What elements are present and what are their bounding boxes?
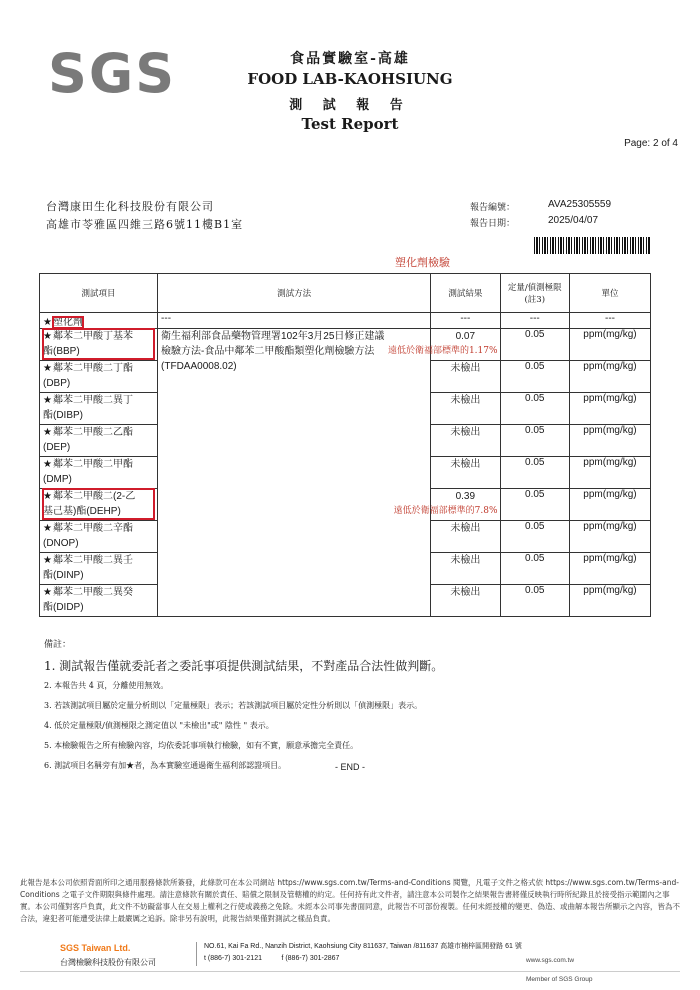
item-cell	[40, 489, 158, 521]
page-number: Page: 2 of 4	[624, 138, 678, 149]
limit-cell: 0.05	[500, 489, 569, 521]
unit-cell: ---	[569, 313, 650, 329]
star-icon: ★	[43, 363, 52, 374]
report-number-value: AVA25305559	[548, 199, 612, 210]
footer-divider	[196, 942, 197, 966]
footer-address	[204, 941, 522, 962]
item-name	[43, 361, 154, 391]
item-name	[43, 329, 154, 359]
result-cell	[431, 553, 500, 585]
limit-cell: 0.05	[500, 393, 569, 425]
method-line: (TFDAA0008.02)	[161, 361, 237, 372]
star-icon: ★	[43, 555, 52, 566]
item-cell	[40, 393, 158, 425]
item-name-line1: 鄰苯二甲酸二甲酯	[53, 459, 133, 470]
result-note: 遠低於衛福部標準的7.8%	[393, 506, 498, 516]
limit-cell: 0.05	[500, 361, 569, 393]
item-name-line1: 鄰苯二甲酸二異癸	[53, 587, 133, 598]
item-name	[43, 585, 154, 615]
unit-cell: ppm(mg/kg)	[569, 329, 650, 361]
method-line: 衛生福利部食品藥物管理署102年3月25日修正建議	[161, 331, 385, 342]
result-value: 未檢出	[450, 587, 481, 598]
star-icon: ★	[43, 427, 52, 438]
footer-company-zh: 台灣檢驗科技股份有限公司	[60, 958, 156, 967]
report-date-label: 報告日期：	[470, 219, 516, 229]
footer-company-en: SGS Taiwan Ltd.	[60, 943, 131, 953]
note-item: 3. 若該測試項目屬於定量分析則以「定量極限」表示；若該測試項目屬於定性分析則以「偵測極限」表示。	[44, 701, 423, 710]
item-cell	[40, 457, 158, 489]
item-name	[43, 393, 154, 423]
method-line: 檢驗方法-食品中鄰苯二甲酸酯類塑化劑檢驗方法	[161, 346, 375, 357]
unit-cell: ppm(mg/kg)	[569, 489, 650, 521]
result-value: 0.39	[455, 491, 476, 502]
results-table	[39, 273, 651, 617]
method-cell: ---	[158, 313, 431, 329]
note-item: 6. 測試項目名稱旁有加★者，為本實驗室通過衛生福利部認證項目。	[44, 761, 287, 770]
item-name-line2: (DNOP)	[43, 538, 79, 549]
unit-cell: ppm(mg/kg)	[569, 553, 650, 585]
table-row	[40, 313, 651, 329]
method-cell	[158, 329, 431, 617]
limit-cell: 0.05	[500, 457, 569, 489]
item-cell	[40, 553, 158, 585]
client-address: 高雄市苓雅區四維三路6號11樓B1室	[46, 218, 244, 231]
client-name: 台灣康田生化科技股份有限公司	[46, 200, 214, 213]
disclaimer-text: 此報告是本公司依照背面所印之通用服務條款所簽發，此條款可在本公司網站 https://www.sgs.com.tw/Terms-and-Conditions 閱覽，凡電子文件之格式依 https://www.sgs.com.tw/Terms-and-Conditions 之電子文件期限與條件處理。請注意條款有關於責任、賠償之限制及管轄權的約定。任何持有此文件者，請注意本公司製作之結果報告書將僅反映執行時所紀錄且於接受指示範圍內之事實。本公司僅對客戶負責，此文件不妨礙當事人在交易上權利之行使或義務之免除。未經本公司事先書面同意，此報告不可部份複製。任何未經授權的變更、偽造、或曲解本報告所顯示之內容，皆為不合法，違犯者可能遭受法律上最嚴厲之追訴。除非另有說明，此報告結果僅對測試之樣品負責。	[20, 878, 680, 923]
table-header-row	[40, 274, 651, 313]
result-value: 未檢出	[450, 427, 481, 438]
limit-cell: 0.05	[500, 521, 569, 553]
result-value: 未檢出	[450, 459, 481, 470]
result-value: 未檢出	[450, 523, 481, 534]
item-name-line1: 鄰苯二甲酸二(2-乙	[53, 491, 136, 502]
footer-member: Member of SGS Group	[526, 976, 593, 983]
notes-heading: 備註：	[44, 640, 72, 650]
item-cell	[40, 361, 158, 393]
item-name	[43, 457, 154, 487]
item-cell	[40, 329, 158, 361]
header-unit: 單位	[569, 274, 650, 313]
report-number-label: 報告編號：	[470, 203, 516, 213]
item-name	[43, 521, 154, 551]
item-name-line2: (DMP)	[43, 474, 72, 485]
unit-cell: ppm(mg/kg)	[569, 393, 650, 425]
report-title-en: Test Report	[301, 115, 399, 133]
header-limit: 定量/偵測極限(註3)	[500, 274, 569, 313]
star-icon: ★	[43, 395, 52, 406]
footer-rule	[20, 971, 680, 972]
footer-website: www.sgs.com.tw	[526, 957, 575, 964]
report-date-value: 2025/04/07	[548, 215, 599, 226]
item-name-line2: (DEP)	[43, 442, 71, 453]
notes-section	[44, 637, 443, 776]
limit-cell: 0.05	[500, 585, 569, 617]
star-icon: ★	[43, 331, 52, 342]
unit-cell: ppm(mg/kg)	[569, 361, 650, 393]
item-cell	[40, 521, 158, 553]
end-marker: - END -	[335, 762, 365, 772]
result-value: 未檢出	[450, 395, 481, 406]
unit-cell: ppm(mg/kg)	[569, 521, 650, 553]
unit-cell: ppm(mg/kg)	[569, 425, 650, 457]
lab-name-en: FOOD LAB-KAOHSIUNG	[247, 70, 453, 88]
item-name-line1: 鄰苯二甲酸二辛酯	[53, 523, 133, 534]
section-title: 塑化劑檢驗	[395, 256, 450, 269]
note-item: 2. 本報告共 4 頁，分離使用無效。	[44, 681, 169, 690]
item-name-line2: 酯(DIBP)	[43, 410, 83, 421]
item-name-line2: 酯(DIDP)	[43, 602, 84, 613]
report-title-zh: 測 試 報 告	[289, 98, 411, 113]
item-cell	[40, 313, 158, 329]
item-cell	[40, 425, 158, 457]
item-name-line1: 鄰苯二甲酸二異壬	[53, 555, 133, 566]
result-note: 遠低於衛福部標準的1.17%	[387, 346, 498, 356]
item-name-line1: 鄰苯二甲酸二乙酯	[53, 427, 133, 438]
unit-cell: ppm(mg/kg)	[569, 585, 650, 617]
item-name	[43, 553, 154, 583]
star-icon: ★	[43, 491, 52, 502]
limit-cell: ---	[500, 313, 569, 329]
result-cell	[431, 457, 500, 489]
result-cell	[431, 361, 500, 393]
sgs-logo: SGS	[48, 42, 177, 105]
note-item: 1. 測試報告僅就委託者之委託事項提供測試結果，不對產品合法性做判斷。	[44, 659, 444, 673]
result-cell	[431, 521, 500, 553]
note-item: 5. 本檢驗報告之所有檢驗內容，均依委託事項執行檢驗，如有不實，願意承擔完全責任。	[44, 741, 359, 750]
barcode	[534, 237, 650, 254]
result-value: 未檢出	[450, 555, 481, 566]
limit-cell: 0.05	[500, 425, 569, 457]
item-name-line1: 鄰苯二甲酸二異丁	[53, 395, 133, 406]
star-icon: ★	[43, 459, 52, 470]
result-cell	[431, 585, 500, 617]
item-name-line2: 酯(BBP)	[43, 346, 80, 357]
limit-cell: 0.05	[500, 329, 569, 361]
item-name-line2: 酯(DINP)	[43, 570, 84, 581]
item-name-line2: 基己基)酯(DEHP)	[43, 506, 121, 517]
result-cell: ---	[431, 313, 500, 329]
star-icon: ★	[43, 587, 52, 598]
header-item: 測試項目	[40, 274, 158, 313]
item-name	[43, 489, 154, 519]
unit-cell: ppm(mg/kg)	[569, 457, 650, 489]
result-value: 未檢出	[450, 363, 481, 374]
table-row	[40, 329, 651, 361]
note-item: 4. 低於定量極限/偵測極限之測定值以 "未檢出"或" 陰性 " 表示。	[44, 721, 274, 730]
limit-cell: 0.05	[500, 553, 569, 585]
star-icon: ★	[43, 523, 52, 534]
result-cell	[431, 425, 500, 457]
item-name-line1: 鄰苯二甲酸二丁酯	[53, 363, 133, 374]
result-cell	[393, 489, 500, 521]
item-name-line2: (DBP)	[43, 378, 71, 389]
footer-address-line: NO.61, Kai Fa Rd., Nanzih District, Kaohsiung City 811637, Taiwan /811637 高雄市楠梓區開發路 61 號	[204, 943, 522, 950]
star-icon: ★	[43, 317, 52, 328]
header-result: 測試結果	[431, 274, 500, 313]
item-name-line1: 鄰苯二甲酸丁基苯	[53, 331, 133, 342]
item-name: 塑化劑	[53, 317, 83, 328]
result-value: 0.07	[455, 331, 476, 342]
item-name	[43, 425, 154, 455]
result-cell	[387, 329, 500, 361]
result-cell	[431, 393, 500, 425]
item-cell	[40, 585, 158, 617]
lab-name-zh: 食品實驗室-高雄	[290, 51, 410, 67]
header-method: 測試方法	[158, 274, 431, 313]
footer-phone-line: t (886-7) 301-2121 f (886-7) 301-2867	[204, 955, 340, 962]
